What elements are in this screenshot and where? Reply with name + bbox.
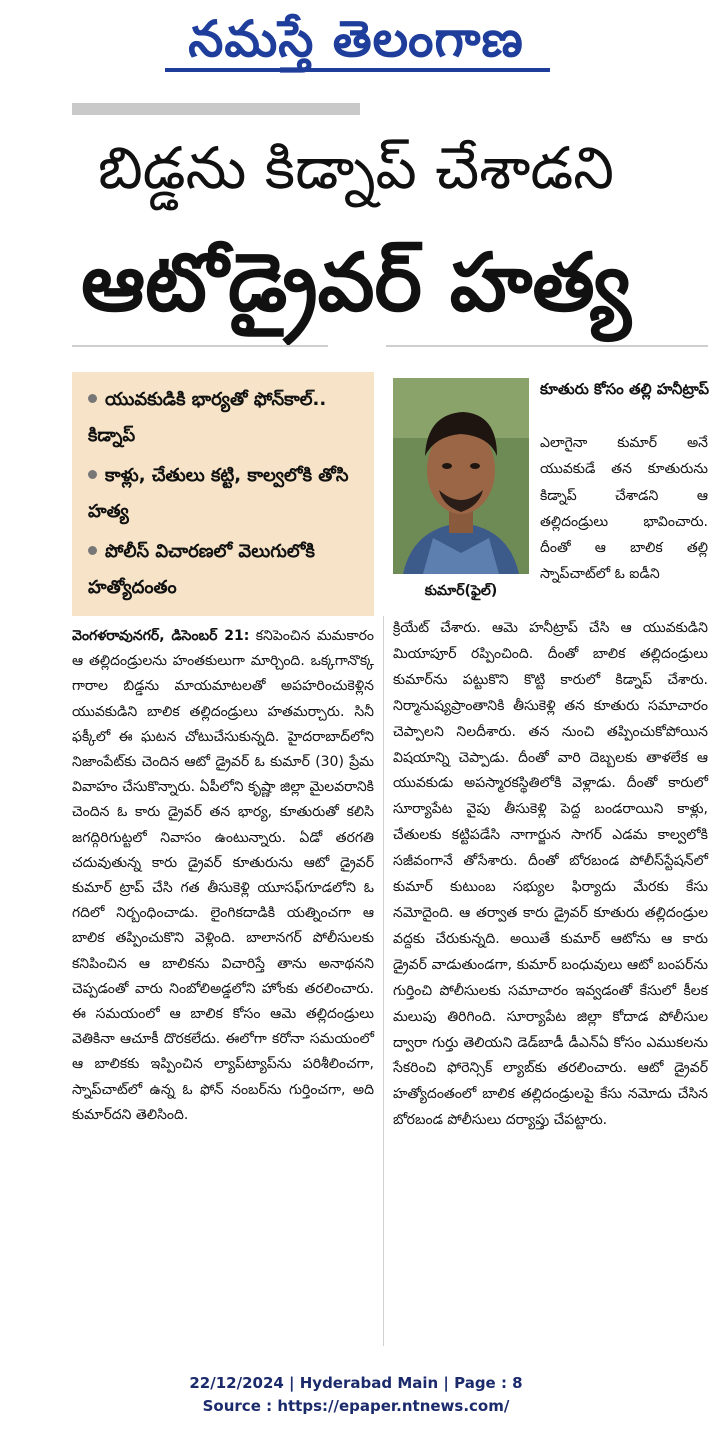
bullet-icon (88, 470, 97, 479)
highlights-box (72, 372, 374, 616)
highlight-item: యువకుడికి భార్యతో ఫోన్‌కాల్.. కిడ్నాప్ (88, 389, 327, 446)
bullet-icon (88, 394, 97, 403)
headline-rule-left (72, 345, 328, 347)
decorative-bar-left (72, 103, 360, 115)
body-right-top: ఎలాగైనా కుమార్ అనే యువకుడే తన కూతురును కిడ్నాప్ చేశాడని ఆ తల్లిదండ్రులు భావించారు. దీంతో ఆ బాలిక తల్లి స్నాప్‌చాట్‌లో ఓ ఐడీని (540, 435, 708, 583)
portrait-icon (393, 378, 529, 574)
newspaper-title: నమస్తే తెలంగాణ (188, 10, 524, 68)
column-divider (383, 616, 384, 1346)
body-left-text: కనిపెంచిన మమకారం ఆ తల్లిదండ్రులను హంతకులుగా మార్చింది. ఒక్కగానొక్క గారాల బిడ్డను మాయమాటలతో అపహరించుకెళ్లిన యువకుడిని బాలిక తల్లిదండ్రులు హతమర్చారు. సినీ ఫక్కీలో ఈ ఘటన చోటుచేసుకున్నది. హైదరాబాద్‌లోని నిజాంపేట్‌కు చెందిన ఆటో డ్రైవర్ ఓ కుమార్ (30) ప్రేమ వివాహం చేసుకొన్నారు. ఏపీలోని కృష్ణా జిల్లా మైలవరానికి చెందిన ఓ కారు డ్రైవర్ తన భార్య, కూతురుతో కలిసి జగద్గిరిగుట్టలో నివాసం ఉంటున్నారు. ఏడో తరగతి చదువుతున్న కారు డ్రైవర్ కూతురును ఆటో డ్రైవర్ కుమార్ ట్రాప్ చేసి గత తీసుకెళ్లి యూసఫ్‌గూడలోని ఓ గదిలో నిర్బంధించాడు. లైంగికదాడికి యత్నించగా ఆ బాలిక తప్పించుకొని వెళ్లింది. బాలానగర్ పోలీసులకు కనిపించిన ఆ బాలికను విచారిస్తే తాను అనాథనని చెప్పడంతో వారు నింబోలిఅడ్డలోని హోంకు తరలించారు. ఈ సమయంలో ఆ బాలిక కోసం ఆమె తల్లిదండ్రులు వెతికినా ఆచూకీ దొరకలేదు. ఈలోగా కరోనా సమయంలో ఆ బాలికకు ఇప్పించిన ల్యాప్‌ట్యాప్‌ను పరిశీలించగా, స్నాప్‌చాట్‌లో ఉన్న ఓ ఫోన్ నంబర్‌ను గుర్తించగా, అది కుమార్‌దని తెలిసింది. (72, 628, 374, 1123)
headline-line-1: బిడ్డను కిడ్నాప్ చేశాడని (97, 134, 615, 202)
dateline: వెంగళరావునగర్, డిసెంబర్ 21: (72, 628, 250, 644)
subheading: కూతురు కోసం తల్లి హనీట్రాప్ (540, 380, 709, 398)
headline-rule-right (386, 345, 708, 347)
photo-caption: కుమార్(ఫైల్) (424, 583, 498, 599)
person-photo (393, 378, 529, 574)
highlight-item: కాళ్లు, చేతులు కట్టి, కాల్వలోకి తోసి హత్య (88, 465, 349, 522)
bullet-icon (88, 546, 97, 555)
body-right-column: క్రియేట్ చేశారు. ఆమె హనీట్రాప్ చేసి ఆ యువకుడిని మియాపూర్ రప్పించింది. దీంతో బాలిక తల్లిదండ్రులు కుమార్‌ను పట్టుకొని కొట్టి కారులో కిడ్నాప్ చేశారు. నిర్మానుష్యప్రాంతానికి తీసుకెళ్లి తన కూతురు సమాచారం చెప్పాలని నిలదీశారు. తన నుంచి తప్పించుకోపోయిన విషయాన్ని చెప్పాడు. దీంతో వారి దెబ్బలకు తాళలేక ఆ యువకుడు అపస్మారకస్థితిలోకి వెళ్లాడు. దీంతో కారులో సూర్యాపేట వైపు తీసుకెళ్లి పెద్ద బండరాయిని కాళ్లు, చేతులకు కట్టిపడేసి నాగార్జున సాగర్ ఎడమ కాల్వలోకి సజీవంగానే తోసేశారు. దీంతో బోరబండ పోలీస్‌స్టేషన్‌లో కుమార్ కుటుంబ సభ్యుల ఫిర్యాదు మేరకు కేసు నమోదైంది. ఆ తర్వాత కారు డ్రైవర్ కూతురు తల్లిదండ్రుల వద్దకు చేరుకున్నది. అయితే కుమార్ ఆటోను ఆ కారు డ్రైవర్ వాడుతుండగా, కుమార్ బంధువులు ఆటో బంపర్‌ను గుర్తించి పోలీసులకు సమాచారం ఇవ్వడంతో కేసులో కీలక మలుపు తిరిగింది. సూర్యాపేట జిల్లా కోదాడ పోలీసుల ద్వారా గుర్తు తెలియని డెడ్‌బాడీ డీఎన్‌ఏ కోసం ఎముకలను సేకరించి ఫోరెన్సిక్ ల్యాబ్‌కు తరలించారు. ఆటో డ్రైవర్ హత్యోదంతంలో బాలిక తల్లిదండ్రులపై కేసు నమోదు చేసిన బోరబండ పోలీసులు దర్యాప్తు చేపట్టారు. (393, 620, 708, 1129)
body-left-column (72, 624, 374, 1128)
headline-line-2: ఆటోడ్రైవర్ హత్య (81, 236, 631, 329)
footer-source: Source : https://epaper.ntnews.com/ (202, 1397, 510, 1415)
footer-date-page: 22/12/2024 | Hyderabad Main | Page : 8 (189, 1374, 523, 1392)
masthead-underline (165, 68, 550, 72)
highlight-item: పోలీస్ విచారణలో వెలుగులోకి హత్యోదంతం (88, 541, 315, 598)
